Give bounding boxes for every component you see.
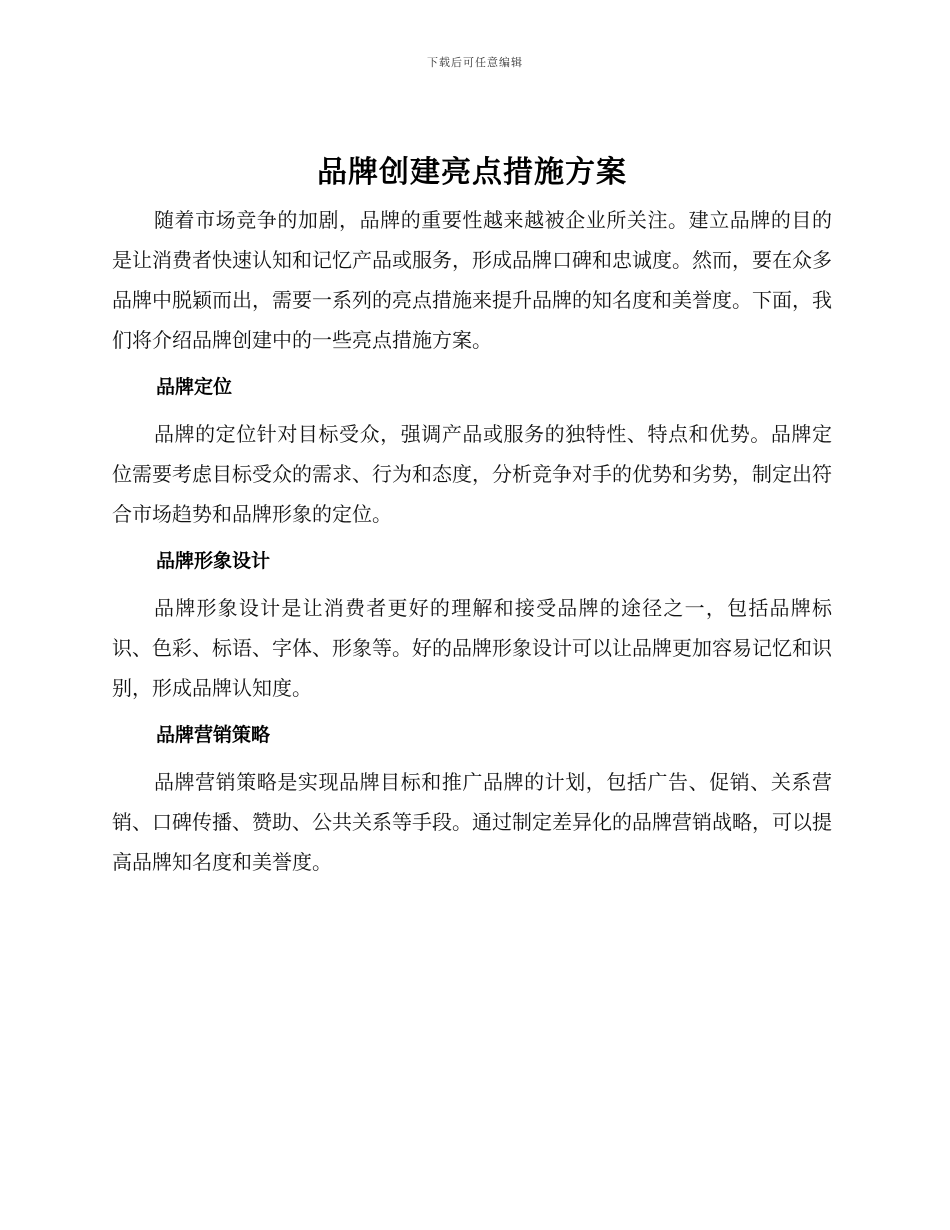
section-body-image-design: 品牌形象设计是让消费者更好的理解和接受品牌的途径之一，包括品牌标识、色彩、标语、字体、形象等。好的品牌形象设计可以让品牌更加容易记忆和识别，形成品牌认知度。 [112,596,832,700]
section-heading-image-design: 品牌形象设计 [156,550,271,572]
document-title: 品牌创建亮点措施方案 [317,155,627,190]
intro-paragraph: 随着市场竞争的加剧，品牌的重要性越来越被企业所关注。建立品牌的目的是让消费者快速认知和记忆产品或服务，形成品牌口碑和忠诚度。然而，要在众多品牌中脱颖而出，需要一系列的亮点措施来提升品牌的知名度和美誉度。下面，我们将介绍品牌创建中的一些亮点措施方案。 [112,208,832,352]
section-body-marketing-strategy: 品牌营销策略是实现品牌目标和推广品牌的计划，包括广告、促销、关系营销、口碑传播、赞助、公共关系等手段。通过制定差异化的品牌营销战略，可以提高品牌知名度和美誉度。 [112,770,832,874]
section-body-positioning: 品牌的定位针对目标受众，强调产品或服务的独特性、特点和优势。品牌定位需要考虑目标受众的需求、行为和态度，分析竞争对手的优势和劣势，制定出符合市场趋势和品牌形象的定位。 [112,422,832,526]
document-body [112,150,832,882]
section-heading-marketing-strategy: 品牌营销策略 [156,724,271,746]
section-heading-positioning: 品牌定位 [156,376,233,398]
header-note: 下载后可任意编辑 [427,56,523,69]
